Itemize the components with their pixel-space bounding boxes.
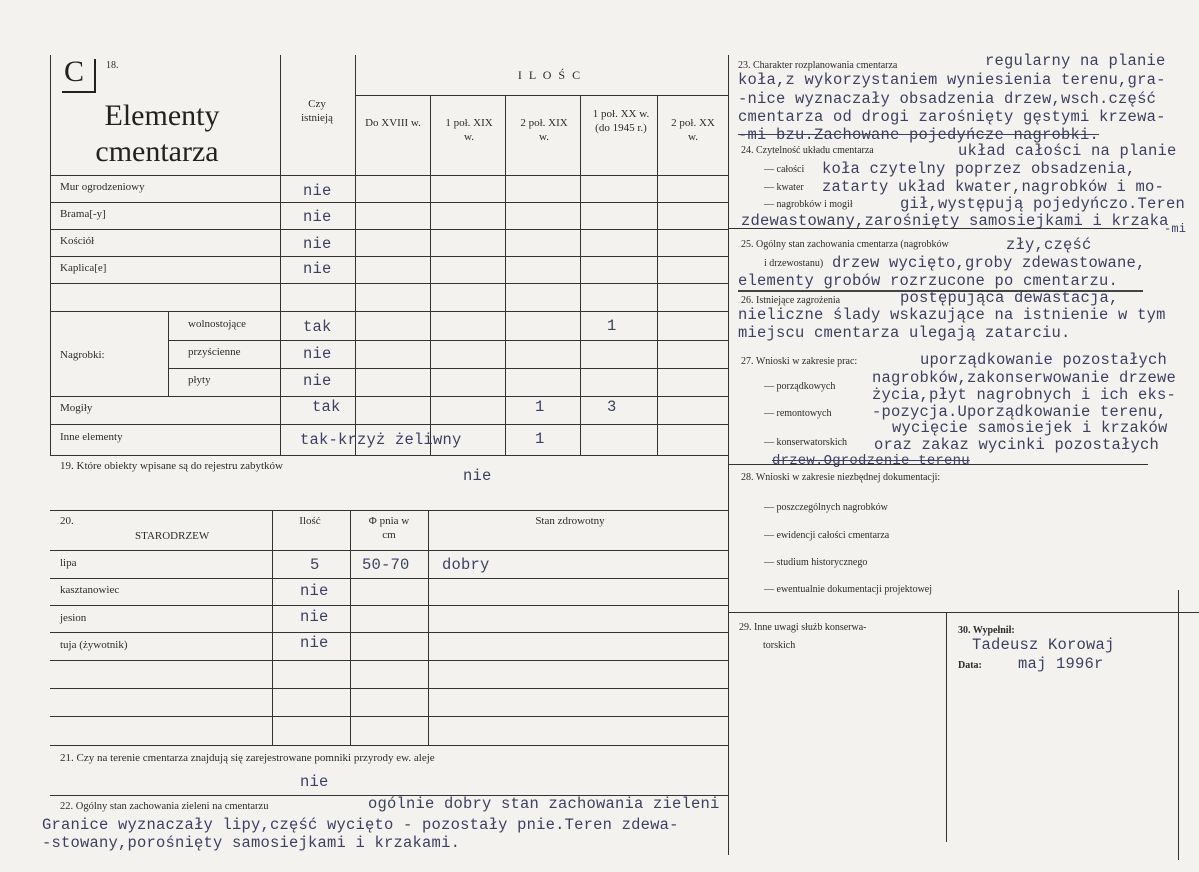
header-p1-20: 1 poł. XX w. (do 1945 r.) bbox=[592, 108, 650, 134]
page-title bbox=[62, 98, 282, 170]
row-label: Mogiły bbox=[60, 402, 93, 414]
section-bar bbox=[94, 59, 96, 91]
rule bbox=[50, 202, 728, 203]
rule bbox=[428, 510, 429, 745]
rule bbox=[505, 95, 506, 455]
q30-data-label: Data: bbox=[958, 660, 982, 671]
row-label: Brama[-y] bbox=[60, 208, 106, 220]
q27-text-6: oraz zakaz wycinki pozostałych bbox=[874, 436, 1160, 454]
rule bbox=[50, 311, 728, 312]
q27-text-3: życia,płyt nagrobnych i ich eks- bbox=[872, 386, 1177, 404]
row-czy: nie bbox=[303, 372, 332, 390]
q23-text-2: koła,z wykorzystaniem wyniesienia terenu,gra- bbox=[738, 71, 1166, 89]
rule bbox=[50, 745, 728, 746]
rule bbox=[580, 95, 581, 455]
row-value: 1 bbox=[535, 430, 545, 448]
q24-text-4: gił,występują pojedyńczo.Teren bbox=[900, 195, 1186, 213]
tree-name: jesion bbox=[60, 612, 87, 624]
rule bbox=[50, 605, 728, 606]
q28-label: 28. Wnioski w zakresie niezbędnej dokumentacji: bbox=[741, 472, 941, 483]
section-letter: C bbox=[64, 55, 85, 88]
row-czy: nie bbox=[303, 182, 332, 200]
q24-text-1: układ całości na planie bbox=[958, 142, 1177, 160]
q28-item: — poszczególnych nagrobków bbox=[764, 502, 888, 513]
tree-name: tuja (żywotnik) bbox=[60, 639, 128, 651]
header-p2-20: 2 poł. XX w. bbox=[671, 117, 715, 143]
q20-number: 20. bbox=[60, 515, 74, 527]
q25-sub: i drzewostanu) bbox=[764, 258, 824, 269]
q20-col-ilosc: Ilość bbox=[299, 515, 321, 527]
q23-text-5: -mi bzu.Zachowane pojedyńcze nagrobki. bbox=[738, 126, 1100, 144]
rule bbox=[50, 175, 728, 176]
q24-sub-2: — kwater bbox=[764, 182, 804, 193]
row-label: Kaplica[e] bbox=[60, 262, 107, 274]
rule bbox=[728, 55, 729, 855]
title-line-1: Elementy bbox=[104, 99, 220, 132]
q26-label: 26. Istniejące zagrożenia bbox=[741, 295, 841, 306]
q27-label: 27. Wnioski w zakresie prac: bbox=[741, 356, 858, 367]
q23-text-4: cmentarza od drogi zarośnięty gęstymi krzewa- bbox=[738, 108, 1166, 126]
tree-ilosc: 5 bbox=[310, 556, 320, 574]
q27-underline bbox=[728, 464, 1148, 465]
rule bbox=[168, 368, 728, 369]
q19-answer: nie bbox=[463, 467, 492, 485]
q26-text-1: postępująca dewastacja, bbox=[900, 289, 1119, 307]
q30-name: Tadeusz Korowaj bbox=[972, 636, 1115, 654]
section-underline bbox=[62, 91, 96, 93]
header-czy: Czy istnieją bbox=[301, 98, 333, 124]
rule bbox=[728, 612, 1199, 613]
row-label: Inne elementy bbox=[60, 431, 123, 443]
q20-col-stan: Stan zdrowotny bbox=[535, 515, 605, 527]
tree-name: lipa bbox=[60, 557, 77, 569]
header-ilosc: I L O Ś C bbox=[517, 68, 583, 82]
rule bbox=[50, 688, 728, 689]
row-czy: tak bbox=[303, 318, 332, 336]
rule bbox=[50, 424, 728, 425]
q22-label: 22. Ogólny stan zachowania zieleni na cmentarzu bbox=[60, 801, 269, 812]
q24-sub-1: — całości bbox=[764, 164, 805, 175]
rule bbox=[355, 55, 356, 455]
rule bbox=[946, 612, 947, 842]
q28-item: — ewidencji całości cmentarza bbox=[764, 530, 890, 541]
q26-text-3: miejscu cmentarza ulegają zatarciu. bbox=[738, 324, 1071, 342]
rule bbox=[350, 510, 351, 745]
rule bbox=[168, 340, 728, 341]
header-p1-19: 1 poł. XIX w. bbox=[445, 117, 493, 143]
q19-label: 19. Które obiekty wpisane są do rejestru zabytków bbox=[60, 460, 283, 472]
rule bbox=[50, 660, 728, 661]
rule bbox=[50, 455, 728, 456]
q27-sub-1: — porządkowych bbox=[764, 381, 836, 392]
q27-text-1: uporządkowanie pozostałych bbox=[920, 351, 1168, 369]
rule bbox=[50, 632, 728, 633]
q28-item: — studium historycznego bbox=[764, 557, 868, 568]
q22-text-3: -stowany,porośnięty samosiejkami i krzakami. bbox=[42, 834, 461, 852]
tree-name: kasztanowiec bbox=[60, 584, 120, 596]
q23-text-1: regularny na planie bbox=[985, 52, 1166, 70]
q28-item: — ewentualnie dokumentacji projektowej bbox=[764, 584, 933, 595]
rule bbox=[50, 396, 728, 397]
title-line-2: cmentarza bbox=[95, 135, 219, 168]
row-czy: nie bbox=[303, 260, 332, 278]
tree-pnia: 50-70 bbox=[362, 556, 410, 574]
row-czy: nie bbox=[303, 345, 332, 363]
q24-text-5: zdewastowany,zarośnięty samosiejkami i krzaka bbox=[741, 212, 1169, 230]
q27-text-2: nagrobków,zakonserwowanie drzewe bbox=[872, 369, 1177, 387]
row-czy: nie bbox=[303, 208, 332, 226]
tree-stan: dobry bbox=[442, 556, 490, 574]
header-do18: Do XVIII w. bbox=[365, 117, 421, 129]
row-value: 3 bbox=[607, 398, 617, 416]
rule bbox=[50, 229, 728, 230]
q24-text-6: -mi bbox=[1164, 222, 1187, 236]
nagrobki-sub-label: wolnostojące bbox=[188, 318, 247, 330]
row-value: 1 bbox=[535, 398, 545, 416]
q27-text-4: -pozycja.Uporządkowanie terenu, bbox=[872, 403, 1167, 421]
q25-text-2: drzew wycięto,groby zdewastowane, bbox=[832, 254, 1146, 272]
q24-text-3: zatarty układ kwater,nagrobków i mo- bbox=[822, 178, 1165, 196]
q22-text-2: Granice wyznaczały lipy,część wycięto - pozostały pnie.Teren zdewa- bbox=[42, 816, 679, 834]
q21-label: 21. Czy na terenie cmentarza znajdują się zarejestrowane pomniki przyrody ew. aleje bbox=[60, 752, 435, 764]
q27-sub-2: — remontowych bbox=[764, 408, 832, 419]
rule bbox=[50, 256, 728, 257]
q30-label: 30. Wypełnił: bbox=[958, 625, 1015, 636]
q24-label: 24. Czytelność układu cmentarza bbox=[741, 145, 874, 156]
rule bbox=[1178, 590, 1179, 860]
q25-text-1: zły,część bbox=[1006, 236, 1092, 254]
nagrobki-sub-label: przyścienne bbox=[188, 346, 241, 358]
tree-ilosc: nie bbox=[300, 582, 329, 600]
q25-label: 25. Ogólny stan zachowania cmentarza (nagrobków bbox=[741, 239, 949, 250]
rule bbox=[50, 510, 728, 511]
rule bbox=[50, 578, 728, 579]
rule bbox=[272, 510, 273, 745]
q25-text-3: elementy grobów rozrzucone po cmentarzu. bbox=[738, 272, 1119, 290]
q27-sub-3: — konserwatorskich bbox=[764, 437, 848, 448]
rule bbox=[430, 95, 431, 455]
q27-text-5: wycięcie samosiejek i krzaków bbox=[892, 419, 1168, 437]
q20-title: STARODRZEW bbox=[135, 530, 210, 542]
row-czy: tak bbox=[312, 398, 341, 416]
q24-text-2: koła czytelny poprzez obsadzenia, bbox=[822, 160, 1136, 178]
section-number: 18. bbox=[106, 60, 119, 71]
row-label: Kościół bbox=[60, 235, 95, 247]
tree-ilosc: nie bbox=[300, 634, 329, 652]
q26-text-2: nieliczne ślady wskazujące na istnienie w tym bbox=[738, 306, 1166, 324]
q24-sub-3: — nagrobków i mogił bbox=[764, 199, 853, 210]
nagrobki-sub-label: płyty bbox=[188, 374, 211, 386]
q23-text-3: -nice wyznaczały obsadzenia drzew,wsch.część bbox=[738, 90, 1157, 108]
q29-label-2: torskich bbox=[763, 640, 796, 651]
rule bbox=[50, 283, 728, 284]
rule bbox=[657, 95, 658, 455]
q20-col-pnia: Φ pnia w cm bbox=[368, 515, 410, 541]
nagrobki-label: Nagrobki: bbox=[60, 349, 105, 361]
q21-answer: nie bbox=[300, 773, 329, 791]
row-czy: nie bbox=[303, 235, 332, 253]
row-czy: tak-krzyż żeliwny bbox=[300, 431, 462, 449]
header-p2-19: 2 poł. XIX w. bbox=[520, 117, 568, 143]
rule bbox=[355, 95, 728, 96]
q30-date: maj 1996r bbox=[1018, 655, 1104, 673]
section-letter-box bbox=[62, 55, 98, 91]
tree-ilosc: nie bbox=[300, 608, 329, 626]
row-label: Mur ogrodzeniowy bbox=[60, 181, 145, 193]
rule bbox=[50, 716, 728, 717]
q23-label: 23. Charakter rozplanowania cmentarza bbox=[738, 60, 898, 71]
q29-label-1: 29. Inne uwagi służb konserwa- bbox=[739, 622, 867, 633]
rule bbox=[168, 311, 169, 396]
row-value: 1 bbox=[607, 317, 617, 335]
rule bbox=[50, 550, 728, 551]
q27-text-7: drzew.Ogrodzenie terenu bbox=[772, 453, 970, 469]
q22-text-1: ogólnie dobry stan zachowania zieleni bbox=[368, 795, 720, 813]
